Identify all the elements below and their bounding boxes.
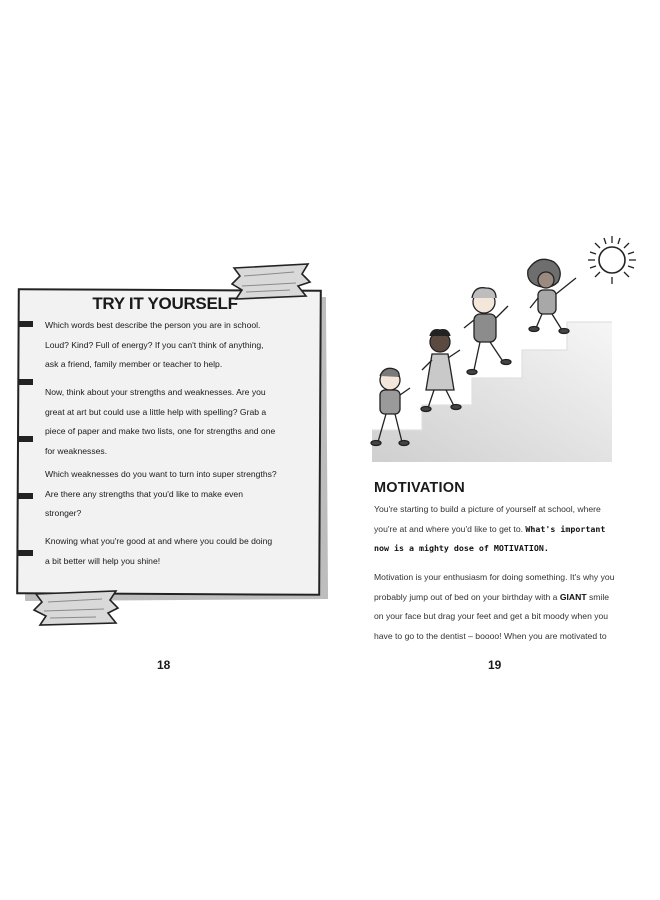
text-line: ask a friend, family member or teacher to help. <box>45 359 223 369</box>
box-paragraph-3 <box>45 465 295 524</box>
bottom-ribbon <box>30 586 122 628</box>
text-line: You're starting to build a picture of yourself at school, where <box>374 504 601 514</box>
text-line: Which words best describe the person you are in school. <box>45 320 261 330</box>
text-line: on your face but drag your feet and get a bit moody when you <box>374 611 609 621</box>
edge-notch <box>18 436 33 442</box>
kid-figure <box>421 330 461 412</box>
text-line: have to go to the dentist – boooo! When you are motivated to <box>374 630 607 641</box>
text-line: probably jump out of bed on your birthday with a <box>374 591 560 602</box>
text-line: a bit better will help you shine! <box>45 555 161 566</box>
edge-notch <box>18 550 33 556</box>
text-line: Are there any strengths that you'd like to make even <box>45 488 243 499</box>
text-line: Which weaknesses do you want to turn into super strengths? <box>45 469 277 479</box>
handwritten-emphasis: now is a mighty dose of MOTIVATION. <box>374 543 549 553</box>
kids-climbing-stairs-illustration <box>362 230 642 465</box>
box-title: TRY IT YOURSELF <box>92 294 238 313</box>
page-number-right: 19 <box>488 658 502 672</box>
sun-icon <box>588 236 636 284</box>
text-line: Now, think about your strengths and weaknesses. Are you <box>45 387 266 397</box>
kid-figure <box>464 288 511 375</box>
text-line: stronger? <box>45 508 82 518</box>
intro-paragraph <box>374 500 642 559</box>
edge-notch <box>18 379 33 385</box>
box-paragraph-4 <box>45 532 295 571</box>
section-heading: MOTIVATION <box>374 480 465 496</box>
edge-notch <box>18 493 33 499</box>
bold-word: GIANT <box>559 591 587 602</box>
text-line: smile <box>586 591 610 602</box>
box-paragraph-2 <box>45 383 295 461</box>
body-paragraph <box>374 568 642 646</box>
text-line: Knowing what you're good at and where you could be doing <box>45 536 273 546</box>
page-number-left: 18 <box>157 658 171 672</box>
text-line: you're at and where you'd like to get to. <box>374 523 526 534</box>
handwritten-emphasis: What's important <box>525 523 606 534</box>
text-line: piece of paper and make two lists, one for strengths and one <box>45 426 276 436</box>
text-line: Loud? Kind? Full of energy? If you can't think of anything, <box>45 339 264 350</box>
edge-notch <box>18 321 33 327</box>
text-line: great at art but could use a little help with spelling? Grab a <box>45 406 267 417</box>
text-line: for weaknesses. <box>45 445 108 456</box>
text-line: Motivation is your enthusiasm for doing something. It's why you <box>374 572 615 582</box>
box-paragraph-1 <box>45 316 295 375</box>
